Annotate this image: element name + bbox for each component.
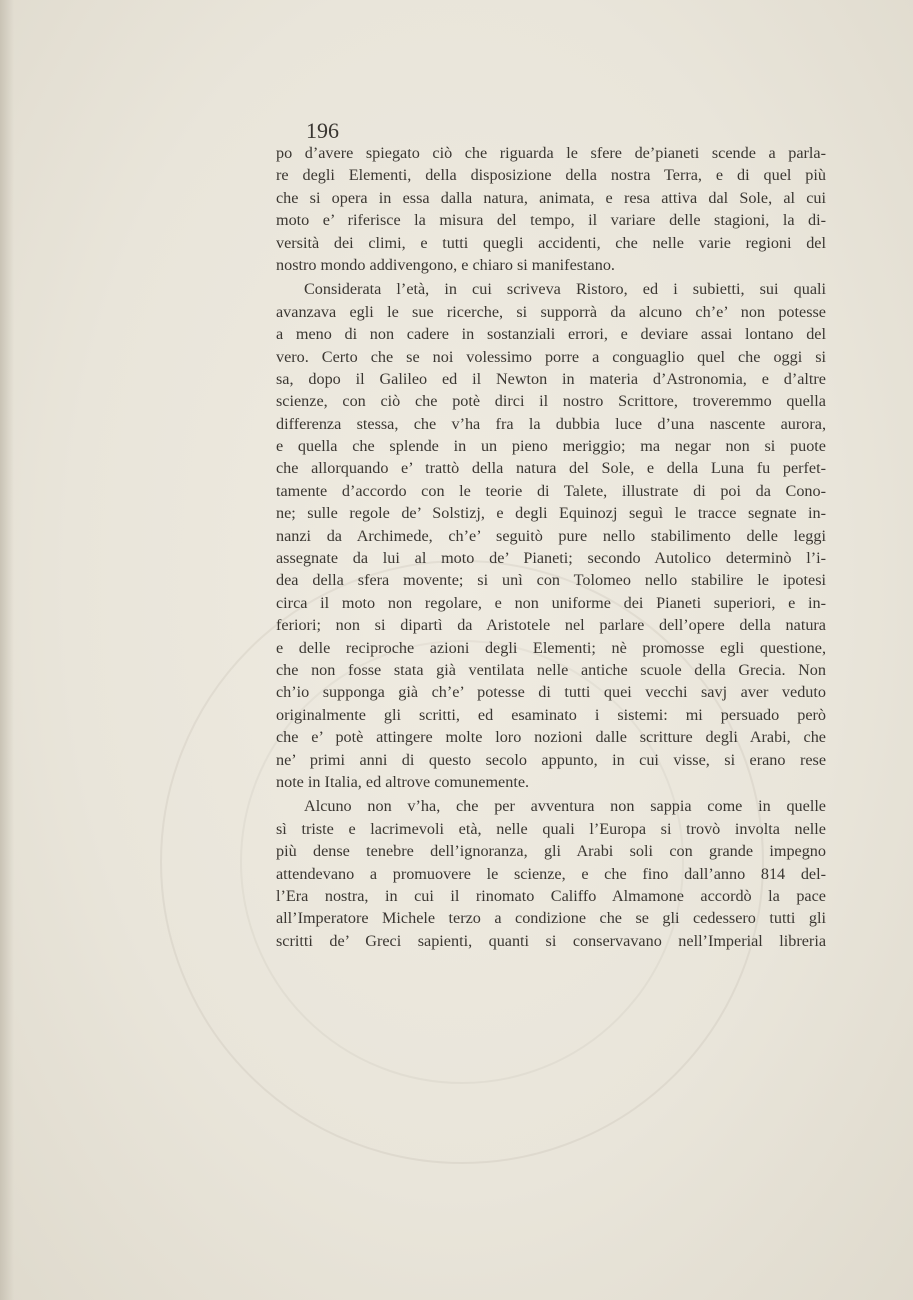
- text-line: dea della sfera movente; si unì con Tolomeo nello stabilire le ipotesi: [276, 571, 826, 590]
- text-line: assegnate da lui al moto de’ Pianeti; secondo Autolico determinò l’i-: [276, 549, 826, 568]
- paragraph-2: [276, 278, 826, 793]
- text-line: all’Imperatore Michele terzo a condizione che se gli cedessero tutti gli: [276, 909, 826, 928]
- page-number: 196: [306, 118, 339, 143]
- text-line: l’Era nostra, in cui il rinomato Califfo Almamone accordò la pace: [276, 886, 826, 905]
- text-line: tamente d’accordo con le teorie di Talete, illustrate di poi da Cono-: [276, 481, 826, 500]
- body-text: [276, 142, 826, 952]
- paragraph-3: [276, 795, 826, 952]
- text-line: nostro mondo addivengono, e chiaro si manifestano.: [276, 255, 615, 274]
- text-line: moto e’ riferisce la misura del tempo, il variare delle stagioni, la di-: [276, 211, 826, 230]
- text-line: e delle reciproche azioni degli Elementi; nè promosse egli questione,: [276, 638, 826, 657]
- text-line: avanzava egli le sue ricerche, si supporrà da alcuno ch’e’ non potesse: [276, 302, 826, 321]
- text-line: scritti de’ Greci sapienti, quanti si conservavano nell’Imperial libreria: [276, 931, 826, 950]
- text-line: che non fosse stata già ventilata nelle antiche scuole della Grecia. Non: [276, 660, 826, 679]
- text-line: più dense tenebre dell’ignoranza, gli Arabi soli con grande impegno: [276, 842, 826, 861]
- text-line: ne; sulle regole de’ Solstizj, e degli Equinozj seguì le tracce segnate in-: [276, 504, 826, 523]
- text-line: che allorquando e’ trattò della natura del Sole, e della Luna fu perfet-: [276, 459, 826, 478]
- text-line: re degli Elementi, della disposizione della nostra Terra, e di quel più: [276, 166, 826, 185]
- text-line: attendevano a promuovere le scienze, e che fino dall’anno 814 del-: [276, 864, 826, 883]
- text-line: che e’ potè attingere molte loro nozioni dalle scritture degli Arabi, che: [276, 728, 826, 747]
- text-line: feriori; non si dipartì da Aristotele nel parlare dell’opere della natura: [276, 616, 826, 635]
- text-line: po d’avere spiegato ciò che riguarda le sfere de’pianeti scende a parla-: [276, 144, 826, 162]
- text-line: a meno di non cadere in sostanziali errori, e deviare assai lontano del: [276, 325, 826, 344]
- text-line: Alcuno non v’ha, che per avventura non sappia come in quelle: [304, 797, 826, 816]
- text-line: scienze, con ciò che potè dirci il nostro Scrittore, troveremmo quella: [276, 392, 826, 411]
- page-edge-shadow: [0, 0, 14, 1300]
- text-line: differenza stessa, che v’ha fra la dubbia luce d’una nascente aurora,: [276, 414, 826, 433]
- text-line: che si opera in essa dalla natura, animata, e resa attiva dal Sole, al cui: [276, 188, 826, 207]
- text-line: circa il moto non regolare, e non uniforme dei Pianeti superiori, e in-: [276, 593, 826, 612]
- text-line: ne’ primi anni di questo secolo appunto, in cui visse, si erano rese: [276, 750, 826, 769]
- text-line: sì triste e lacrimevoli età, nelle quali l’Europa si trovò involta nelle: [276, 819, 826, 838]
- text-line: sa, dopo il Galileo ed il Newton in materia d’Astronomia, e d’altre: [276, 369, 826, 388]
- text-line: vero. Certo che se noi volessimo porre a conguaglio quel che oggi si: [276, 347, 826, 366]
- text-line: originalmente gli scritti, ed esaminato i sistemi: mi persuado però: [276, 705, 826, 724]
- text-line: versità dei climi, e tutti quegli accidenti, che nelle varie regioni del: [276, 233, 826, 252]
- paragraph-1: [276, 142, 826, 276]
- text-line: e quella che splende in un pieno meriggio; ma negar non si puote: [276, 437, 826, 456]
- text-line: note in Italia, ed altrove comunemente.: [276, 772, 530, 791]
- text-line: Considerata l’età, in cui scriveva Ristoro, ed i subietti, sui quali: [304, 280, 826, 299]
- text-line: ch’io supponga già ch’e’ potesse di tutti quei vecchi savj aver veduto: [276, 683, 826, 702]
- text-line: nanzi da Archimede, ch’e’ seguitò pure nello stabilimento delle leggi: [276, 526, 826, 545]
